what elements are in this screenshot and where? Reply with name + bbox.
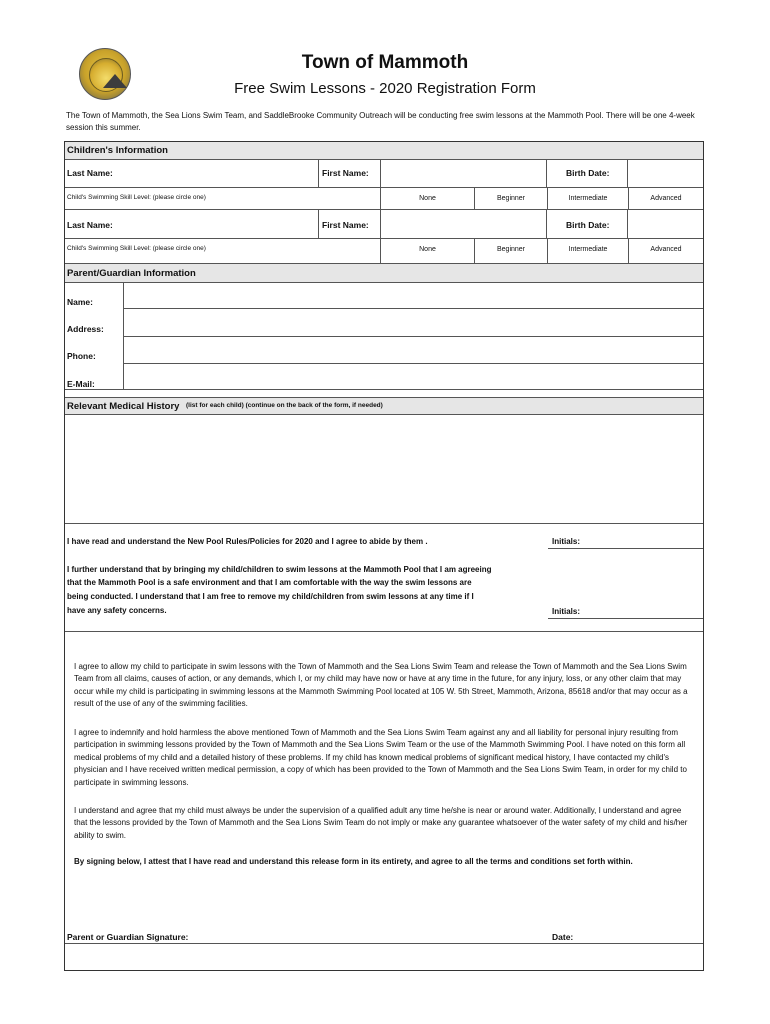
release-attestation: By signing below, I attest that I have read and understand this release form in its entirety, and agree to all the terms and conditions set forth within.	[74, 857, 633, 866]
rules-statement-1: I have read and understand the New Pool Rules/Policies for 2020 and I agree to abide by them .	[67, 537, 428, 546]
parent-address-label: Address:	[67, 324, 104, 334]
child2-first-name-label: First Name:	[322, 220, 369, 230]
child2-level-none[interactable]: None	[419, 246, 436, 253]
child1-first-name-field[interactable]	[381, 160, 546, 187]
medical-note: (list for each child) (continue on the back of the form, if needed)	[186, 402, 383, 409]
parent-email-label: E-Mail:	[67, 379, 95, 389]
rules-statement-2-line-4: have any safety concerns.	[67, 606, 167, 615]
parent-address-field[interactable]	[124, 309, 703, 336]
child2-first-name-field[interactable]	[381, 210, 546, 237]
release-paragraph-1: I agree to allow my child to participate in swim lessons with the Town of Mammoth and the Sea Lions Swim Team and release the Town of Mammoth and the Sea Lions Swim Team from all claims, causes of action, or any demands, which I, or my child may have now or have at any time in the future, for any injury, loss, or any other claim that may occur while my child is participating in swimming lessons at the Mammoth Swimming Pool located at 105 W. 5th Street, Mammoth, Arizona, 85618 and/or that may occur as a result of the use of any of the swimming facilities.	[74, 662, 688, 709]
rules-statement-2-line-1: I further understand that by bringing my child/children to swim lessons at the Mammoth Pool that I am agreeing	[67, 565, 492, 574]
child1-last-name-label: Last Name:	[67, 168, 113, 178]
rules-statement-2-line-3: being conducted. I understand that I am free to remove my child/children from swim lessons at any time if I	[67, 592, 474, 601]
date-field[interactable]	[580, 920, 700, 942]
child2-last-name-field[interactable]	[120, 210, 318, 237]
medical-title: Relevant Medical History	[67, 401, 180, 412]
parent-phone-field[interactable]	[124, 337, 703, 363]
medical-section-header	[65, 398, 703, 414]
page-subtitle: Free Swim Lessons - 2020 Registration Form	[234, 80, 536, 97]
parent-phone-label: Phone:	[67, 351, 96, 361]
child2-last-name-label: Last Name:	[67, 220, 113, 230]
child1-skill-label: Child's Swimming Skill Level: (please circle one)	[67, 194, 206, 201]
release-paragraph-3: I understand and agree that my child must always be under the supervision of a qualified adult any time he/she is near or around water. Additionally, I understand and agree that the lessons provided by the Town of Mammoth and the Sea Lions Swim Team do not imply or make any guarantee whatsoever of the water safety of my child and his/her ability to swim.	[74, 806, 688, 840]
parent-email-field[interactable]	[124, 364, 703, 389]
parent-section-header	[65, 264, 703, 282]
page-title: Town of Mammoth	[301, 52, 469, 73]
initials-label-2: Initials:	[552, 607, 581, 616]
child1-level-none[interactable]: None	[419, 195, 436, 202]
child2-birth-date-field[interactable]	[628, 210, 703, 237]
child1-birth-date-label: Birth Date:	[566, 168, 610, 178]
child1-level-beginner[interactable]: Beginner	[496, 195, 526, 202]
initials-field-2[interactable]	[600, 600, 700, 618]
child2-level-advanced[interactable]: Advanced	[650, 246, 682, 253]
child1-level-intermediate[interactable]: Intermediate	[568, 195, 608, 202]
medical-history-field[interactable]	[66, 415, 703, 523]
initials-field-1[interactable]	[600, 530, 700, 548]
child2-birth-date-label: Birth Date:	[566, 220, 610, 230]
child1-first-name-label: First Name:	[322, 168, 369, 178]
child1-level-advanced[interactable]: Advanced	[650, 195, 682, 202]
intro-text: The Town of Mammoth, the Sea Lions Swim Team, and SaddleBrooke Community Outreach will be conducting free swim lessons at the Mammoth Pool. There will be one 4-week session this summer.	[66, 111, 695, 132]
parent-section-title: Parent/Guardian Information	[67, 268, 196, 279]
children-section-title: Children's Information	[67, 145, 168, 156]
child1-last-name-field[interactable]	[120, 160, 318, 187]
date-label: Date:	[552, 932, 574, 942]
signature-label: Parent or Guardian Signature:	[67, 932, 189, 942]
child1-birth-date-field[interactable]	[628, 160, 703, 187]
parent-name-field[interactable]	[124, 283, 703, 308]
parent-name-label: Name:	[67, 297, 93, 307]
child2-skill-label: Child's Swimming Skill Level: (please circle one)	[67, 245, 206, 252]
children-section-header	[65, 142, 703, 159]
rules-statement-2-line-2: that the Mammoth Pool is a safe environment and that I am comfortable with the way the swim lessons are	[67, 578, 472, 587]
signature-field[interactable]	[210, 920, 540, 942]
release-paragraph-2: I agree to indemnify and hold harmless the above mentioned Town of Mammoth and the Sea Lions Swim Team against any and all liability for personal injury resulting from participation in swimming lessons provided by the Town of Mammoth and the Sea Lions Swim Team or the use of the Mammoth Swimming Pool. I have noted on this form all medical problems of my child and a detailed history of these problems. If my child has known medical problems of significant medical history, I have contacted my child's physician and I have received written medical permission, a copy of which has been provided to the Town of Mammoth and the Sea Lions Swim Team, in order for my child to participate in swimming lessons.	[74, 728, 687, 787]
child2-level-beginner[interactable]: Beginner	[496, 246, 526, 253]
initials-label-1: Initials:	[552, 537, 581, 546]
child2-level-intermediate[interactable]: Intermediate	[568, 246, 608, 253]
